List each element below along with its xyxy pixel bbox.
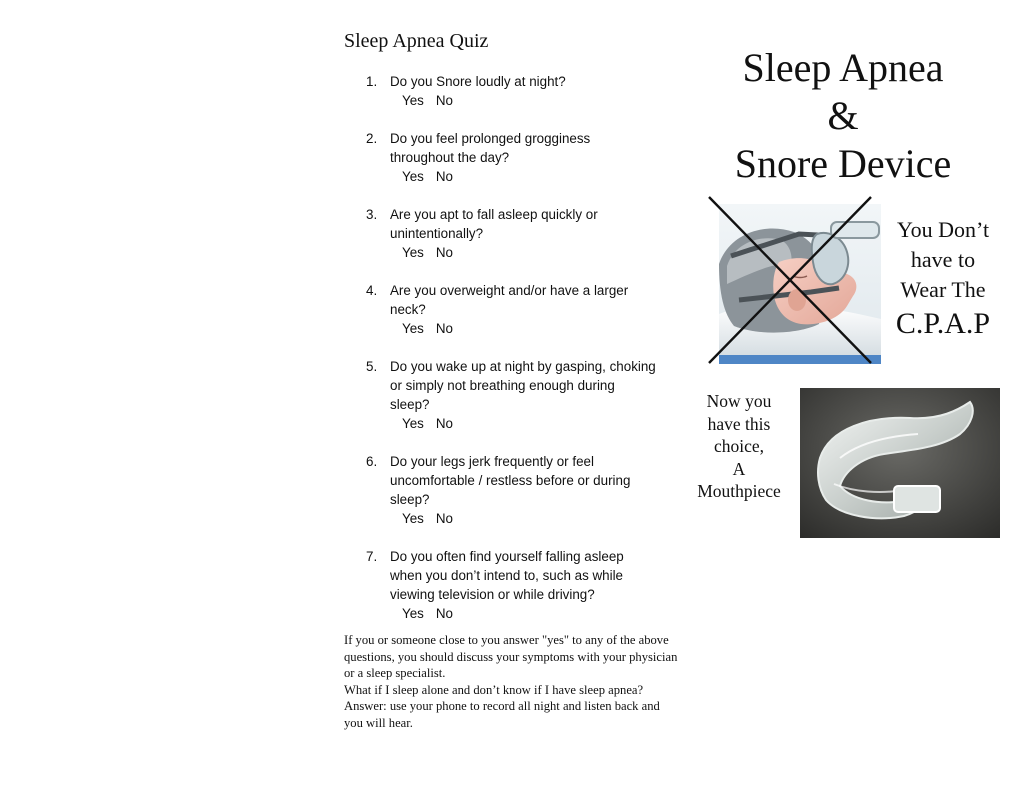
quiz-question-4 xyxy=(366,281,676,338)
quiz-question-3 xyxy=(366,205,676,262)
no-option: No xyxy=(435,321,453,336)
question-text: Do you Snore loudly at night? xyxy=(390,74,566,89)
question-text: uncomfortable / restless before or during xyxy=(390,473,631,488)
question-text: Do you often find yourself falling asleep xyxy=(390,549,624,564)
quiz-question-list xyxy=(366,72,676,642)
cross-out-mark xyxy=(705,194,875,366)
question-text: Do you wake up at night by gasping, choking xyxy=(390,359,656,374)
mouthpiece-drawing xyxy=(800,388,1000,538)
quiz-question-1 xyxy=(366,72,676,110)
cpap-line-1: You Don’t xyxy=(896,217,990,242)
question-number: 6. xyxy=(366,454,378,469)
yes-no-options xyxy=(390,91,676,110)
choice-line-2: have this xyxy=(707,413,771,434)
question-number: 5. xyxy=(366,359,378,374)
no-option: No xyxy=(435,416,453,431)
no-option: No xyxy=(435,606,453,621)
yes-option: Yes xyxy=(402,93,424,108)
headline-line-1: Sleep Apnea xyxy=(742,45,944,90)
question-number: 4. xyxy=(366,283,378,298)
mouthpiece-photo xyxy=(800,388,1000,538)
yes-no-options xyxy=(390,509,676,528)
mouthpiece-message xyxy=(690,390,788,503)
cpap-line-4: C.P.A.P xyxy=(895,307,991,340)
quiz-title: Sleep Apnea Quiz xyxy=(344,30,489,52)
choice-line-3: choice, xyxy=(713,436,765,456)
brochure-headline xyxy=(700,44,986,188)
closing-paragraph xyxy=(344,632,680,731)
headline-line-2: & xyxy=(827,93,859,138)
yes-option: Yes xyxy=(402,321,424,336)
yes-no-options xyxy=(390,319,676,338)
quiz-question-6 xyxy=(366,452,676,528)
no-option: No xyxy=(435,169,453,184)
question-number: 1. xyxy=(366,74,378,89)
question-text: throughout the day? xyxy=(390,150,510,165)
yes-option: Yes xyxy=(402,416,424,431)
question-number: 7. xyxy=(366,549,378,564)
question-text: Do you feel prolonged grogginess xyxy=(390,131,591,146)
question-text: sleep? xyxy=(390,397,430,412)
question-number: 3. xyxy=(366,207,378,222)
quiz-question-5 xyxy=(366,357,676,433)
sleep-alone-text: What if I sleep alone and don’t know if I have sleep apnea? Answer: use your phone to record all night and listen back and you will hear. xyxy=(344,682,660,730)
headline-line-3: Snore Device xyxy=(734,141,952,186)
question-number: 2. xyxy=(366,131,378,146)
yes-no-options xyxy=(390,243,676,262)
question-text: neck? xyxy=(390,302,426,317)
no-option: No xyxy=(435,511,453,526)
choice-line-4: A xyxy=(732,458,746,479)
yes-option: Yes xyxy=(402,606,424,621)
question-text: sleep? xyxy=(390,492,430,507)
no-option: No xyxy=(435,93,453,108)
yes-no-options xyxy=(390,414,676,433)
cpap-message xyxy=(884,215,1002,343)
question-text: Are you apt to fall asleep quickly or xyxy=(390,207,598,222)
quiz-question-2 xyxy=(366,129,676,186)
choice-line-5: Mouthpiece xyxy=(697,481,781,501)
cpap-line-3: Wear The xyxy=(900,277,986,302)
cpap-line-2: have to xyxy=(910,247,976,272)
question-text: unintentionally? xyxy=(390,226,484,241)
yes-no-options xyxy=(390,167,676,186)
yes-option: Yes xyxy=(402,169,424,184)
yes-no-options xyxy=(390,604,676,623)
question-text: Are you overweight and/or have a larger xyxy=(390,283,629,298)
no-option: No xyxy=(435,245,453,260)
yes-option: Yes xyxy=(402,245,424,260)
question-text: Do your legs jerk frequently or feel xyxy=(390,454,594,469)
question-text: when you don’t intend to, such as while xyxy=(390,568,623,583)
question-text: or simply not breathing enough during xyxy=(390,378,615,393)
choice-line-1: Now you xyxy=(706,391,772,411)
question-text: viewing television or while driving? xyxy=(390,587,595,602)
yes-option: Yes xyxy=(402,511,424,526)
advice-text: If you or someone close to you answer "yes" to any of the above questions, you should discuss your symptoms with your physician or a sleep specialist. xyxy=(344,633,678,680)
quiz-question-7 xyxy=(366,547,676,623)
